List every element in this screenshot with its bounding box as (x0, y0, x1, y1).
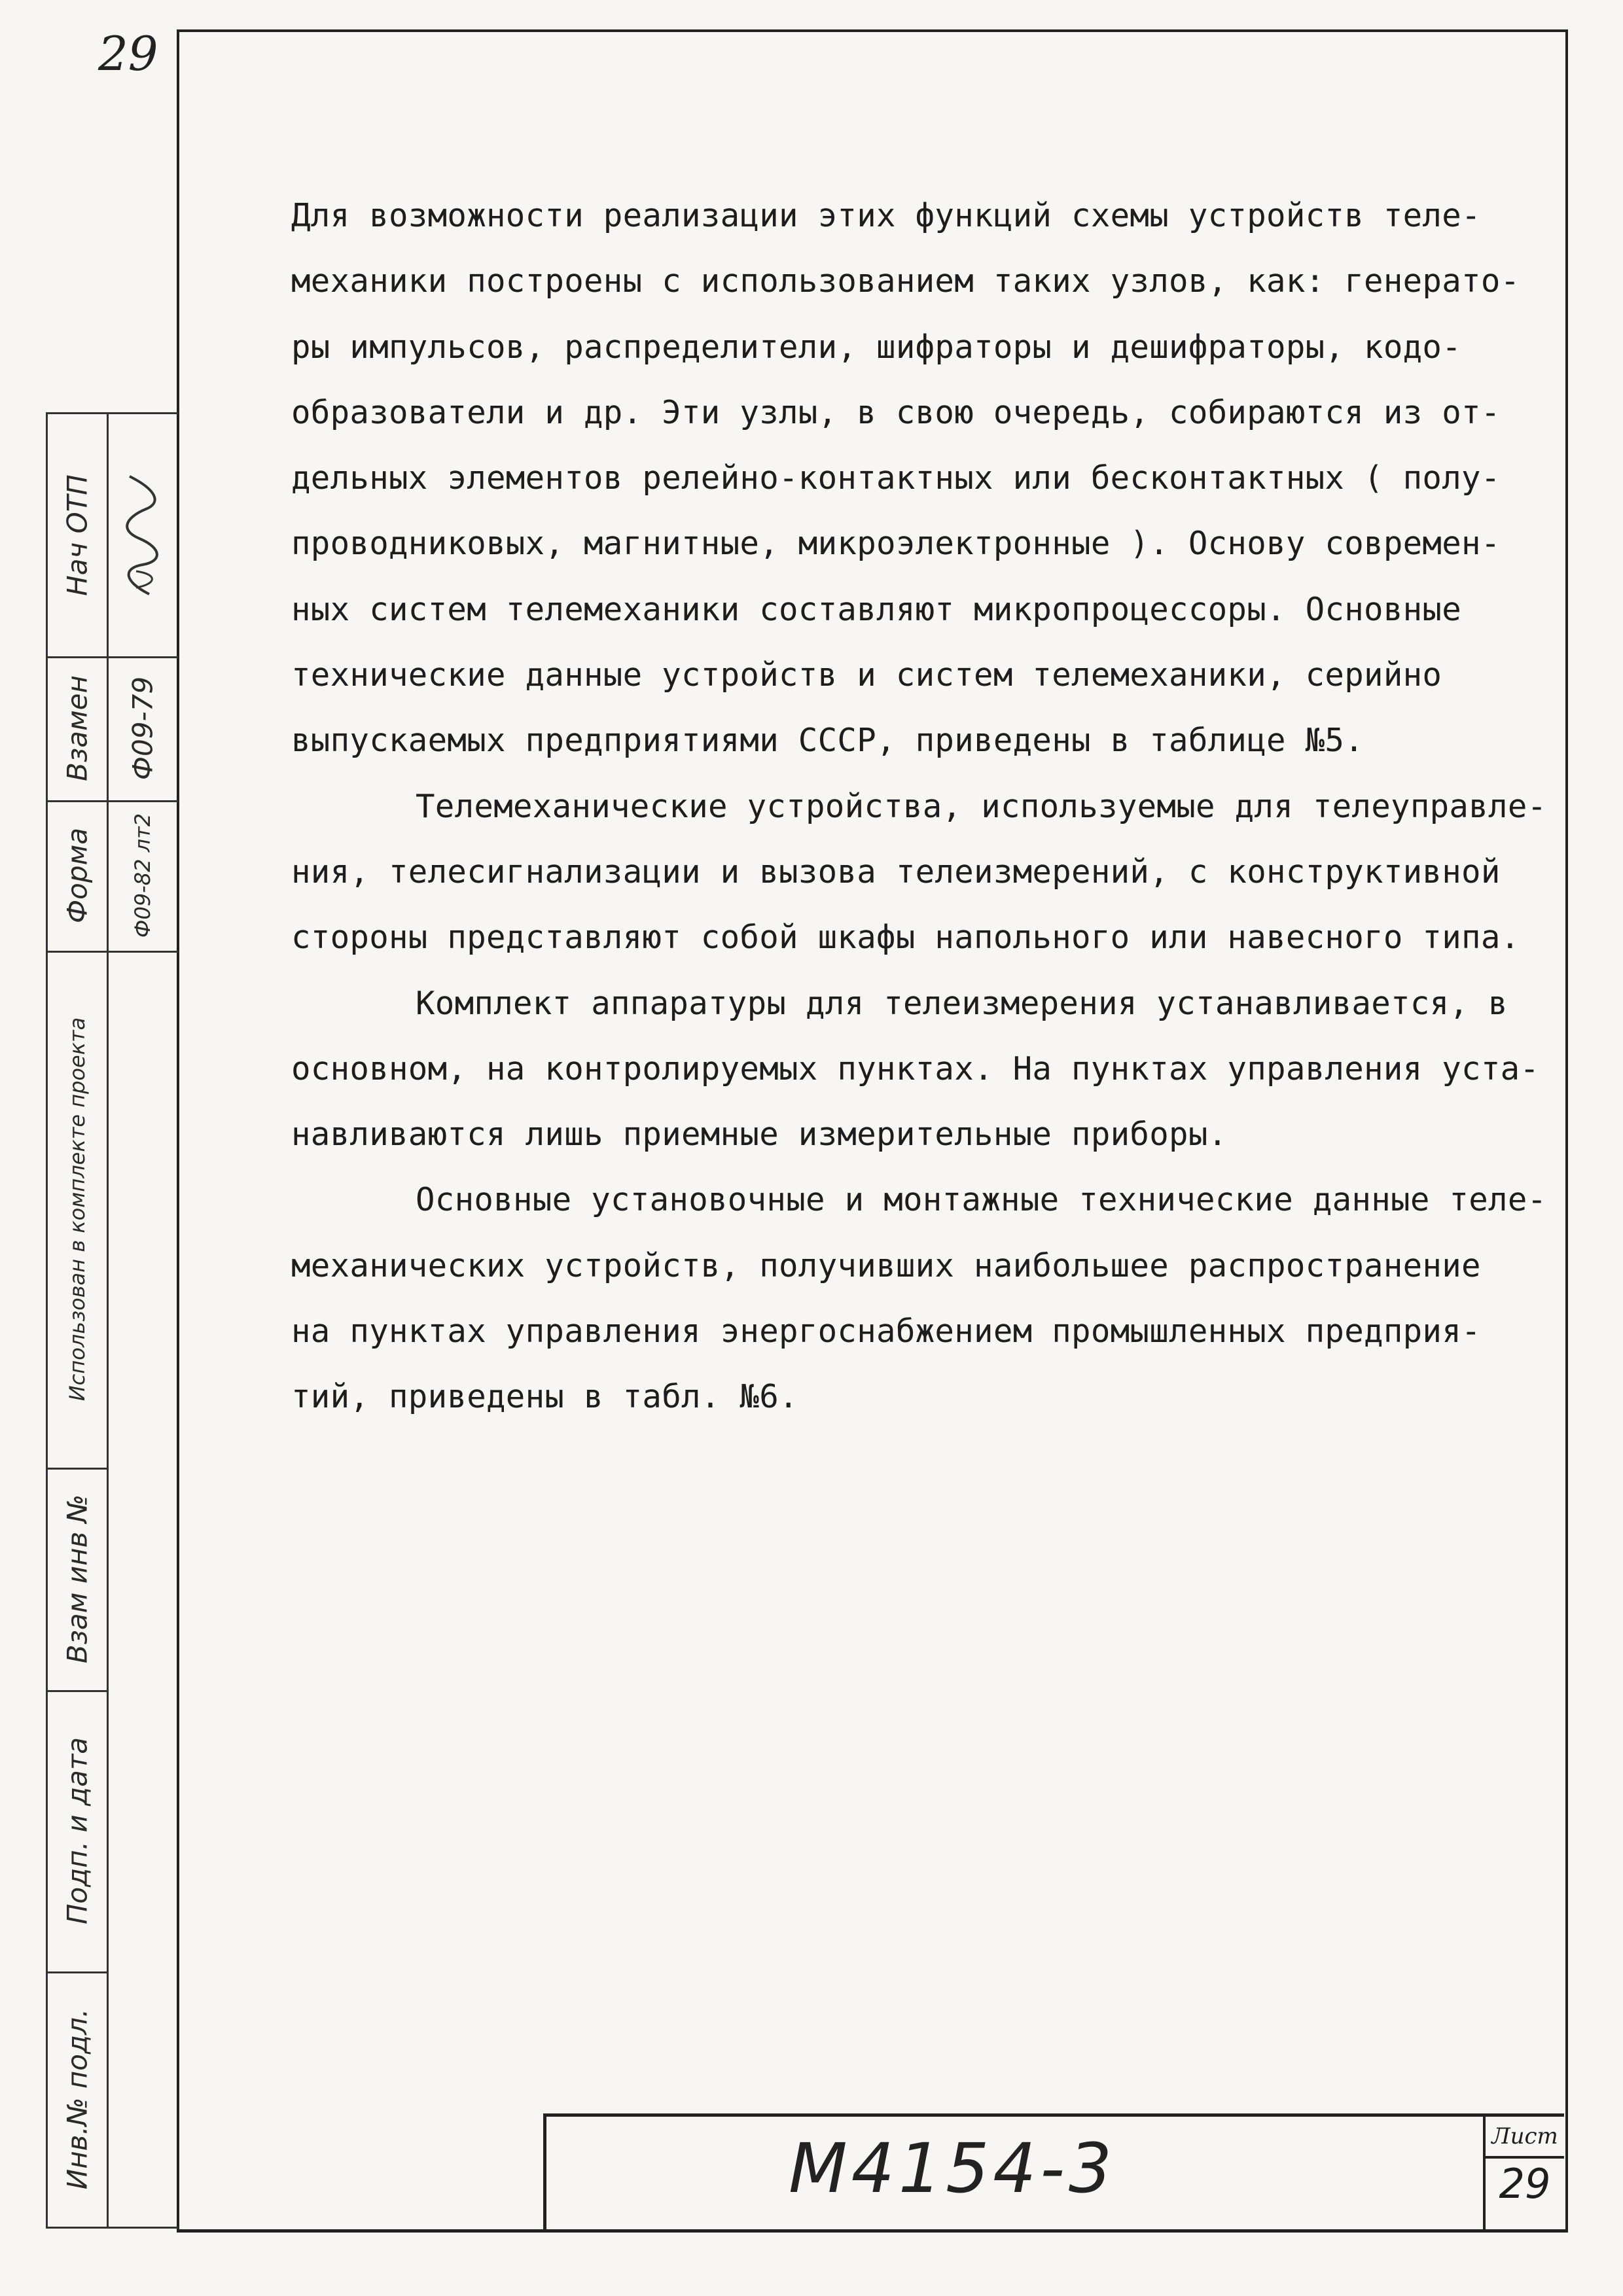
sheet-box (1483, 2117, 1564, 2230)
text-line: навливаются лишь приемные измерительные приборы. (291, 1116, 1228, 1154)
title-block (543, 2113, 1564, 2230)
text-line: тий, приведены в табл. №6. (291, 1378, 798, 1416)
stamp-column-left (48, 414, 109, 2227)
text-line: Комплект аппаратуры для телеизмерения устанавливается, в (416, 984, 1508, 1022)
stamp-label-forma: Форма (61, 828, 94, 923)
page-number: 29 (98, 26, 158, 81)
stamp-label-inv-podl: Инв.№ подл. (61, 2008, 94, 2190)
stamp-value-vzamen: Ф09-79 (126, 676, 159, 781)
text-line: ных систем телемеханики составляют микропроцессоры. Основные (291, 590, 1462, 628)
signature-icon (116, 470, 169, 601)
text-line: на пунктах управления энергоснабжением промышленных предприя- (291, 1313, 1481, 1351)
stamp-label-podp-data: Подп. и дата (61, 1737, 94, 1925)
stamp-cell-nach-otp (48, 414, 107, 658)
side-stamp (46, 412, 179, 2229)
paragraph-4 (291, 1167, 1554, 1430)
stamp-cell-signature (107, 414, 179, 658)
text-line: стороны представляют собой шкафы напольного или навесного типа. (291, 919, 1520, 957)
stamp-cell-ispolzovan (48, 951, 107, 1470)
paragraph-2 (291, 774, 1554, 971)
text-line: ры импульсов, распределители, шифраторы и дешифраторы, кодо- (291, 328, 1462, 366)
stamp-cell-vzamen (48, 656, 107, 802)
stamp-value-forma: Ф09-82 лт2 (130, 813, 155, 938)
text-line: механических устройств, получивших наибольшее распространение (291, 1246, 1481, 1284)
stamp-label-ispolzovan: Использован в комплекте проекта (65, 1017, 90, 1402)
sheet-label: Лист (1486, 2117, 1564, 2159)
stamp-cell-vzam-inv (48, 1468, 107, 1692)
stamp-label-vzamen: Взамен (61, 675, 94, 781)
text-line: образователи и др. Эти узлы, в свою очередь, собираются из от- (291, 393, 1501, 431)
text-line: выпускаемых предприятиями СССР, приведены в таблице №5. (291, 722, 1364, 760)
sheet-number: 29 (1499, 2160, 1551, 2208)
paragraph-1 (291, 183, 1554, 774)
stamp-cell-vzamen-value (107, 656, 179, 802)
text-line: ния, телесигнализации и вызова телеизмерений, с конструктивной (291, 853, 1501, 891)
stamp-label-vzam-inv: Взам инв № (61, 1494, 94, 1664)
document-code: М4154-3 (789, 2128, 1116, 2208)
stamp-cell-forma (48, 800, 107, 953)
stamp-cell-forma-value (107, 800, 179, 953)
text-line: основном, на контролируемых пунктах. На пунктах управления уста- (291, 1050, 1540, 1087)
text-line: дельных элементов релейно-контактных или бесконтактных ( полу- (291, 459, 1501, 497)
stamp-column-right (107, 414, 179, 2227)
stamp-label-nach-otp: Нач ОТП (61, 474, 94, 596)
stamp-cell-podp-data (48, 1690, 107, 1973)
text-line: механики построены с использованием таких узлов, как: генерато- (291, 262, 1520, 300)
body-text (291, 183, 1554, 1430)
text-line: проводниковых, магнитные, микроэлектронные ). Основу современ- (291, 525, 1501, 563)
stamp-cell-inv-podl (48, 1971, 107, 2227)
text-line: Телемеханические устройства, используемые для телеуправле- (416, 787, 1547, 825)
paragraph-3 (291, 971, 1554, 1168)
text-line: технические данные устройств и систем телемеханики, серийно (291, 656, 1442, 694)
stamp-cell-empty (107, 951, 179, 1468)
text-line: Для возможности реализации этих функций схемы устройств теле- (291, 197, 1481, 234)
text-line: Основные установочные и монтажные технические данные теле- (416, 1181, 1547, 1219)
